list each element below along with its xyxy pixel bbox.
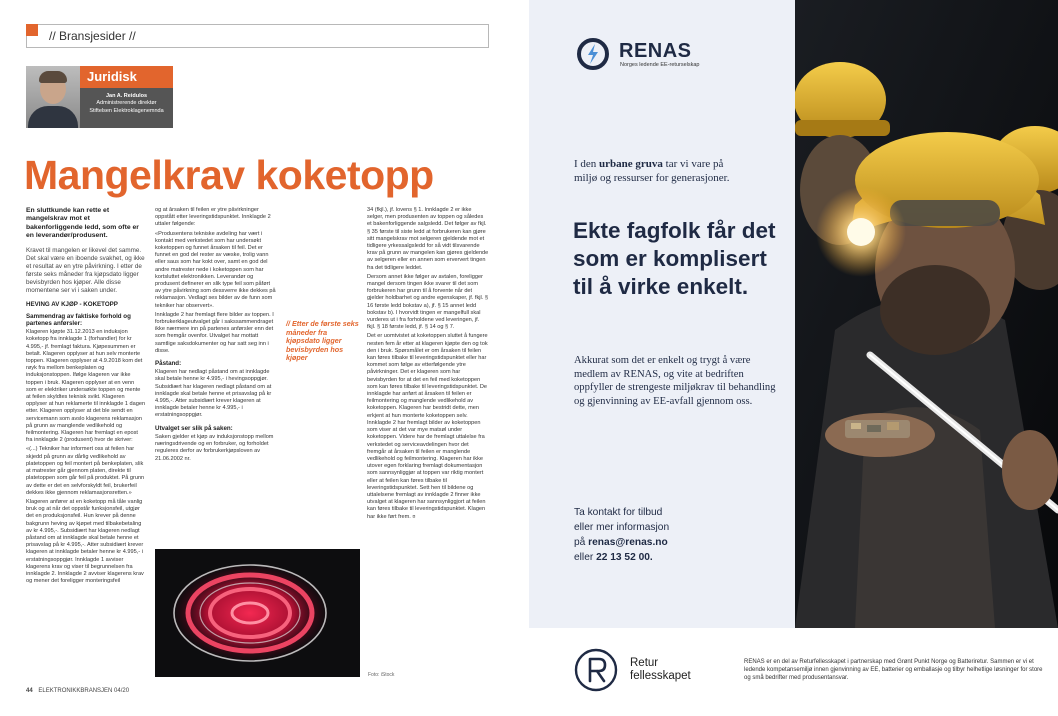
contact-email[interactable]: renas@renas.no [588,537,668,548]
retur-line2: fellesskapet [630,670,691,682]
miner-photo [795,0,1058,628]
paragraph: og at årsaken til feilen er ytre påvirkninger oppstått etter leveringstidspunktet. Innklagde 2 uttaler følgende: [155,207,271,228]
contact-or: eller [574,552,597,563]
ad-headline: Ekte fagfolk får det som er komplisert til å virke enkelt. [573,218,776,299]
page-number: 44 [26,688,33,694]
renas-logo-icon [576,37,610,71]
paragraph: Det er uomtvistet at koketoppen sluttet å fungere nesten fem år etter at klageren kjøpte den og tok den i bruk. Spørsmålet er om årsaken til feilen kan føres tilbake til leveringstidspunktet eller har kommet som følge av etterfølgende ytre påvirkninger. Det er klageren som har bevisbyrden for at det en feil med koketoppen som kan føres tilbake til leveringstidspunktet. De innklagde har anført at årsaken til feilen er feilmontering og manglende vedlikehold av koketoppen. Klageren har bestridt dette, men erkjent at hun monterte koketoppen selv. Innklagde 2 har fremlagt bilder av koketoppen som viser at det var mye matsøl under koketoppen. Videre har de fremlagt uttalelse fra verkstedet og serviceavdelingen hvor det fremgår at årsaken til feilen er manglende vedlikehold og feilmontering. Klageren har ikke utover egen forklaring fremlagt dokumentasjon som sannsynliggjør at toppen var riktig montert eller at feilen kan føres tilbake til leveringstidspunktet. Sett hen til bildene og uttalelsene fremlagt av innklagde 2 finner ikke utvalget at klageren har sannsynliggjort at feilen kan føres tilbake til leveringstidspunktet. Klagen har ikke ført frem. ¤ [367,333,488,520]
author-block [26,66,173,128]
retur-brand [630,657,691,683]
ad-contact [574,505,779,565]
intro-emphasis: urbane gruva [599,158,663,170]
column-label: Juridisk [80,66,173,88]
contact-phone[interactable]: 22 13 52 00 [596,552,650,563]
brand-tagline: Norges ledende EE-returselskap [620,62,700,68]
paragraph: Klageren anfører at en koketopp må tåle vanlig bruk og at når det oppstår funksjonsfeil, utgjør det en produksjonsfeil. Hun krever på denne bakgrunn heving av kjøpet med tilbakebetaling av kr 4.995,-. Subsidiært har klageren nedlagt påstand om at innklagde skal betale henne et prisavslag på kr 4.995,-. Atter subsidiært krever klageren at innklagde betaler henne kr 4.995,- i erstatningsoppgjør. Innklagde 1 avviser klagerens krav og viser til begrunnelsen fra innklagde 2. Innklagde 2 avviser klagerens krav og mener det foreligger monteringsfeil [26,498,144,585]
returfellesskapet-logo-icon [573,647,619,693]
brand-name: RENAS [619,40,692,62]
ad-intro [574,157,744,185]
paragraph: Dersom annet ikke følger av avtalen, foreligger mangel dersom tingen ikke svarer til det som forbrukeren har grunn til å forvente når det gjelder holdbarhet og andre egenskaper, jf. fkjl. § 16 første ledd bokstav a), jf. § 15 annet ledd bokstav b). I hvorvidt tingen er mangelfull skal vurderes ut i fra forholdene ved leveringen, jf. fkjl. § 18 første ledd, jf. § 14 og § 7. [367,273,488,331]
pull-quote: // Etter de første seks måneder fra kjøpsdato ligger bevisbyrden hos kjøper [286,319,359,363]
paragraph: Klageren har nedlagt påstand om at innklagde skal betale henne kr 4.995,- i hevingsoppgjør. Subsidiært har klageren nedlagt påstand om at innklagde skal betale henne et prisavslag på kr 4.995,-. Atter subsidiært krever klageren at innklagde betaler henne kr 4.995,- i erstatningsoppgjør. [155,369,272,419]
claim-subhead: Påstand: [155,360,182,368]
article-column-1 [26,207,146,682]
miner-image [795,0,1058,628]
retur-description: RENAS er en del av Returfellesskapet i partnerskap med Grønt Punkt Norge og Batteriretur. Sammen er vi et ledende kompetansemiljø innen gjenvinning av EE, batterier og emballasje og tilbyr helhetlige løsninger for store og små bedrifter med produsentansvar. [744,659,1043,682]
contact-email-line [574,535,779,550]
paragraph: «(...) Tekniker har informert oss at feilen har skjedd på grunn av dårlig vedlikehold av platetoppen og feil montert på benkeplaten, slik at matrester går gjennom platen, direkte til platetoppen som går feil på produktet. På grunn av dette er det en selvforskyldt feil, brukerfeil dekkes ikke gjennom reklamasjonsretten.» [26,446,145,496]
paragraph: Klageren kjøpte 31.12.2013 en induksjon koketopp fra innklagde 1 (forhandler) for kr 4.995,- jf. fremlagt faktura. Kjøpesummen er betalt. Klageren opplyser at hun selv monterte toppen. Klageren opplyser at 4.9.2018 kom det røyk fra mellom benkeplaten og induksjonstoppen. Ifølge klageren var ikke toppen i bruk. Klageren opplyser at en venn som er elektriker undersøkte toppen og mente at feilen skyldtes teknisk svikt. Klageren opplyser at hun reklamerte til innklagde 1 dagen etter. Klageren opplyser at det ble sendt en servicemann som avslo klagerens reklamasjon på grunn av manglende vedlikehold og feilmontering. Klageren har fremlagt en epost fra innklagde 2 (produsent) hvor de skriver: [26,329,146,444]
section-label: // Bransjesider // [49,29,136,43]
right-page [529,0,1058,716]
ad-body: Akkurat som det er enkelt og trygt å være medlem av RENAS, og vite at bedriften oppfyller de strengeste miljøkrav til behandling og gjenvinning av EE-avfall gjennom oss. [574,355,776,407]
author-name: Jan A. Reidulos [105,93,148,99]
section-tick [26,24,38,36]
intro-text: I den [574,158,600,170]
paragraph: Innklagde 2 har fremlagt flere bilder av toppen. I forbrukerklageutvalget går i sakssammendraget ikke nærmere inn på partenes anførsler enn det som fremgår ovenfor. Utvalget har mottatt samtlige saksdokumenter og har satt seg inn i disse. [155,311,274,354]
contact-phone-line: eller 22 13 52 00. [574,552,653,563]
article-column-2 [155,207,277,542]
paragraph: Saken gjelder et kjøp av induksjonstopp mellom næringsdrivende og en forbruker, og forholdet reguleres derfor av forbrukerkjøpsloven av 21.06.2002 nr. [155,433,274,462]
author-photo [26,66,80,128]
article-intro: Kravet til mangelen er likevel det samme. Det skal være en iboende svakhet, og ikke et resultat av en ytre påvirkning. I etter de første seks måneder fra kjøpsdato ligger bevisbyrden hos kjøper. Alle disse momentene ser vi i saken under. [26,246,145,294]
section-bar [26,24,489,48]
stove-photo [155,549,360,677]
page-footer [26,688,129,694]
author-title: Administrerende direktør [96,100,157,107]
ad-panel [529,0,795,628]
summary-subhead: Sammendrag av faktiske forhold og partenes anførsler: [26,312,131,328]
retur-line1: Retur [630,657,659,669]
publication-name: ELEKTRONIKKBRANSJEN 04/20 [38,688,130,694]
paragraph: «Produsentens tekniske avdeling har vært i kontakt med verkstedet som har undersøkt koketoppen og funnet årsaken til feil. Det er funnet en god del rester av væske, trolig vann eller saus som har kokt over, samt en god del andre matrester nede i koketoppen som har kortsluttet elektronikken. Leverandør og produsent definerer en slik type feil som påført av ytre påvirkning som dessverre ikke dekkes på reklamasjon. Vedlagt ses bilder av de funn som tekniker har observert». [155,230,276,309]
paragraph: 34 (fkjl.), jf. lovens § 1. Innklagde 2 er ikke selger, men produsenten av toppen og således et bakenforliggende salgsledd. Det følger av fkjl. § 35 første til siste ledd at forbrukeren kan gjøre sitt mangelskrav mot selgeren gjeldende mot et tidligere yrkessalgsledd for så vidt tilsvarende krav på grunn av mangelen kan gjøres gjeldende av selgeren eller en annen som erververt tingen fra det tidligere leddet. [367,207,489,271]
contact-line: Ta kontakt for tilbud [574,507,663,518]
author-info [80,88,173,128]
article-headline: Mangelkrav koketopp [24,152,434,198]
case-subhead: HEVING AV KJØP - KOKETOPP [26,300,118,308]
intro-text-end: tar vi vare på miljø og ressurser for generasjoner. [574,158,730,184]
bottom-bar [529,628,1058,716]
article-column-3 [367,207,489,637]
induction-cooktop-image [155,549,360,677]
article-lead: En sluttkunde kan rette et mangelskrav mot et bakenforliggende ledd, som ofte er en leverandør/produsent. [26,207,139,240]
committee-subhead: Utvalget ser slik på saken: [155,424,233,432]
contact-line: eller mer informasjon [574,522,670,533]
photo-caption: Foto: iStock [368,672,395,678]
author-org: Stiftelsen Elektroklagenemnda [89,107,164,114]
contact-pre: på [574,537,589,548]
